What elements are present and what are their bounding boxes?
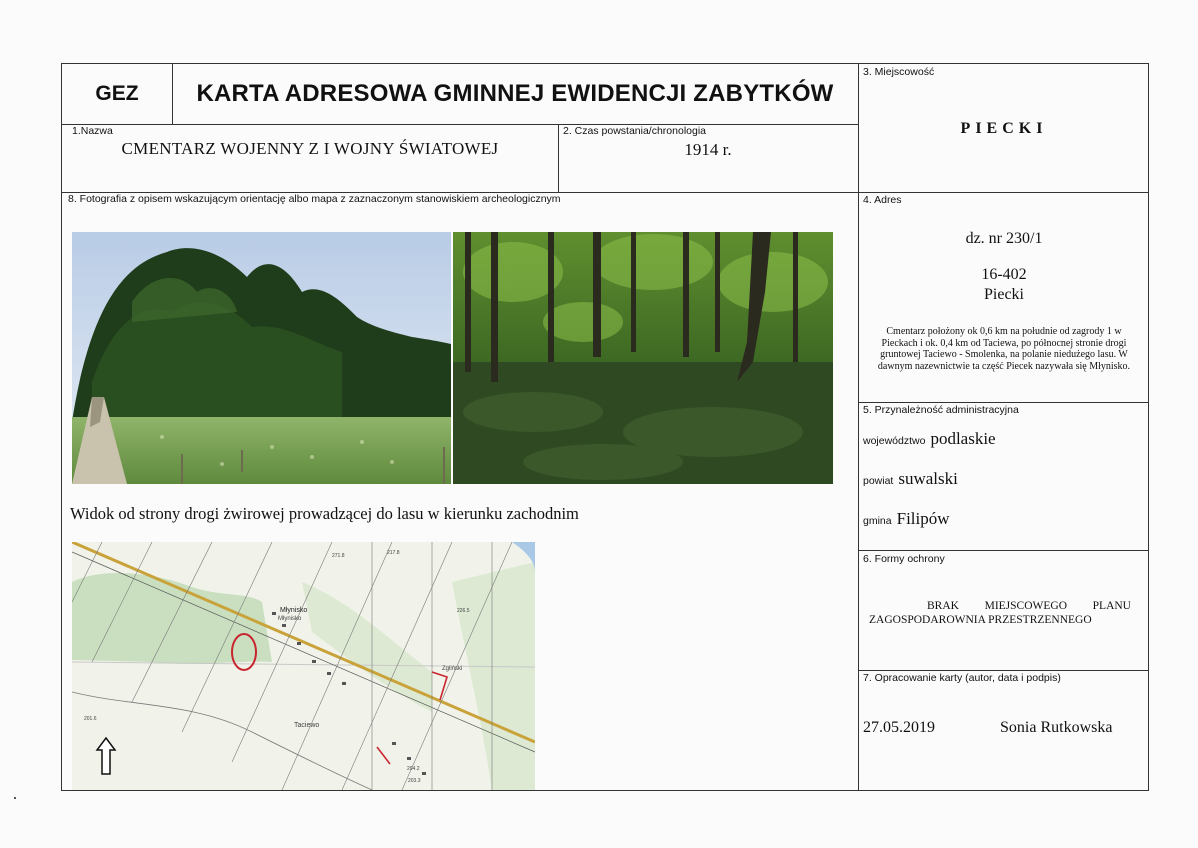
przynaleznosc-label: 5. Przynależność administracyjna (863, 404, 1019, 416)
miejscowosc-value: PIECKI (960, 120, 1048, 137)
divider (858, 670, 1149, 671)
map-label: 203.3 (408, 778, 421, 784)
map-label: 217.8 (387, 550, 400, 556)
foto-label: 8. Fotografia z opisem wskazującym orientację albo mapa z zaznaczonym stanowiskiem archeologicznym (68, 193, 561, 205)
map-label: Zgliński (442, 666, 463, 672)
location-map (72, 542, 535, 790)
photo-forest (453, 232, 833, 484)
wojewodztwo-row (863, 429, 996, 449)
address-card (61, 63, 1149, 791)
miejscowosc-label: 3. Miejscowość (863, 66, 935, 78)
map-label: 226.5 (457, 608, 470, 614)
formy-word: MIEJSCOWEGO (984, 600, 1068, 612)
opracowanie-author: Sonia Rutkowska (1000, 719, 1113, 736)
wojewodztwo-label: województwo (863, 435, 926, 447)
divider (62, 124, 858, 125)
divider (858, 550, 1149, 551)
gez-code: GEZ (95, 82, 139, 105)
adres-label: 4. Adres (863, 194, 902, 206)
nazwa-value: CMENTARZ WOJENNY Z I WOJNY ŚWIATOWEJ (121, 139, 499, 158)
gmina-value: Filipów (896, 509, 950, 528)
map-label: 271.8 (332, 553, 345, 559)
powiat-row (863, 469, 958, 489)
photo-caption: Widok od strony drogi żwirowej prowadzącej do lasu w kierunku zachodnim (70, 504, 579, 523)
adres-description: Cmentarz położony ok 0,6 km na południe od zagrody 1 w Pieckach i ok. 0,4 km od Taciewa, po północnej stronie drogi gruntowej Taciewo - Smolenka, na polanie niedużego lasu. W dawnym nazewnictwie ta część Piecek nazywała się Młynisko. (877, 326, 1131, 372)
photo-meadow (72, 232, 451, 484)
page-title: KARTA ADRESOWA GMINNEJ EWIDENCJI ZABYTKÓW (196, 80, 834, 107)
gmina-row (863, 509, 950, 529)
map-label: Młynisko (278, 616, 302, 622)
formy-line2: ZAGOSPODAROWNIA PRZESTRZENNEGO (869, 614, 1092, 626)
map-label: 204.2 (407, 766, 420, 772)
divider (858, 64, 859, 791)
map-label: Młynisko (280, 607, 308, 614)
czas-value: 1914 r. (684, 140, 732, 159)
opracowanie-date: 27.05.2019 (863, 719, 935, 736)
powiat-label: powiat (863, 475, 894, 487)
powiat-value: suwalski (898, 469, 958, 488)
adres-plot: dz. nr 230/1 (965, 230, 1043, 247)
formy-label: 6. Formy ochrony (863, 553, 945, 565)
gmina-label: gmina (863, 515, 892, 527)
formy-value (869, 599, 1131, 627)
adres-town: Piecki (984, 286, 1024, 303)
map-label: 201.6 (84, 716, 97, 722)
nazwa-label: 1.Nazwa (72, 125, 113, 137)
adres-postal-code: 16-402 (981, 266, 1027, 283)
opracowanie-label: 7. Opracowanie karty (autor, data i podpis) (863, 672, 1061, 684)
divider (858, 402, 1149, 403)
wojewodztwo-value: podlaskie (930, 429, 996, 448)
scan-speck (14, 797, 16, 799)
formy-word: PLANU (1092, 600, 1131, 612)
czas-label: 2. Czas powstania/chronologia (563, 125, 707, 137)
formy-word: BRAK (927, 600, 959, 612)
map-label: Taciewo (294, 722, 320, 729)
